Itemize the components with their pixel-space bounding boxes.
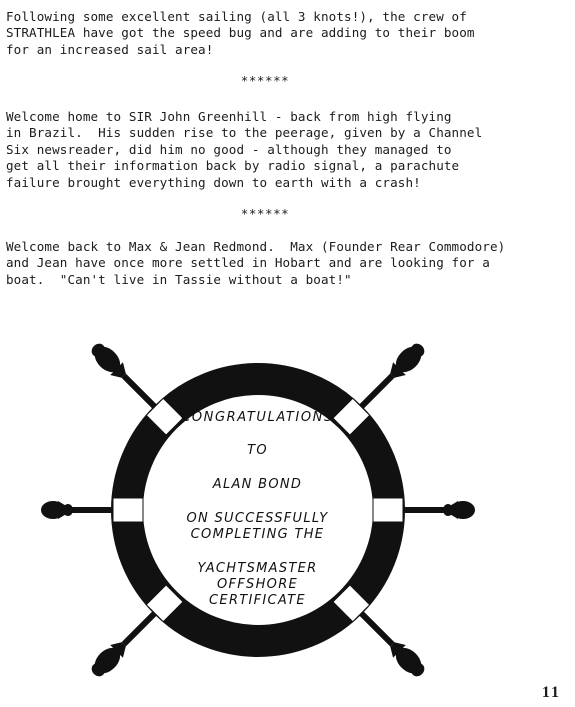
- text-line: for an increased sail area!: [6, 41, 214, 57]
- text-line: Six newsreader, did him no good - although they managed to: [6, 141, 452, 157]
- text-line: boat. "Can't live in Tassie without a boat!": [6, 271, 352, 287]
- cert-on-successfully: ON SUCCESSFULLY: [186, 511, 329, 526]
- cert-yachtsmaster: YACHTSMASTER: [197, 561, 318, 576]
- separator-asterisks: ******: [240, 206, 290, 221]
- separator-asterisks: ******: [240, 73, 290, 88]
- cert-offshore: OFFSHORE: [216, 577, 299, 592]
- text-line: Welcome back to Max & Jean Redmond. Max (Founder Rear Commodore): [6, 239, 506, 254]
- cert-congratulations: CONGRATULATIONS: [181, 410, 334, 425]
- cert-completing-the: COMPLETING THE: [190, 527, 325, 542]
- cert-certificate: CERTIFICATE: [209, 593, 306, 608]
- text-line: STRATHLEA have got the speed bug and are adding to their boom: [6, 25, 475, 41]
- text-line: get all their information back by radio signal, a parachute: [6, 158, 460, 174]
- text-line: and Jean have once more settled in Hobart and are looking for a: [6, 255, 490, 271]
- text-line: in Brazil. His sudden rise to the peerage, given by a Channel: [6, 125, 483, 141]
- cert-to: TO: [247, 443, 268, 458]
- text-line: failure brought everything down to earth with a crash!: [6, 174, 421, 190]
- cert-recipient-name: ALAN BOND: [212, 477, 303, 492]
- page-number: 11: [541, 684, 561, 701]
- text-line: Welcome home to SIR John Greenhill - back from high flying: [6, 109, 452, 124]
- text-line: Following some excellent sailing (all 3 knots!), the crew of: [6, 9, 467, 24]
